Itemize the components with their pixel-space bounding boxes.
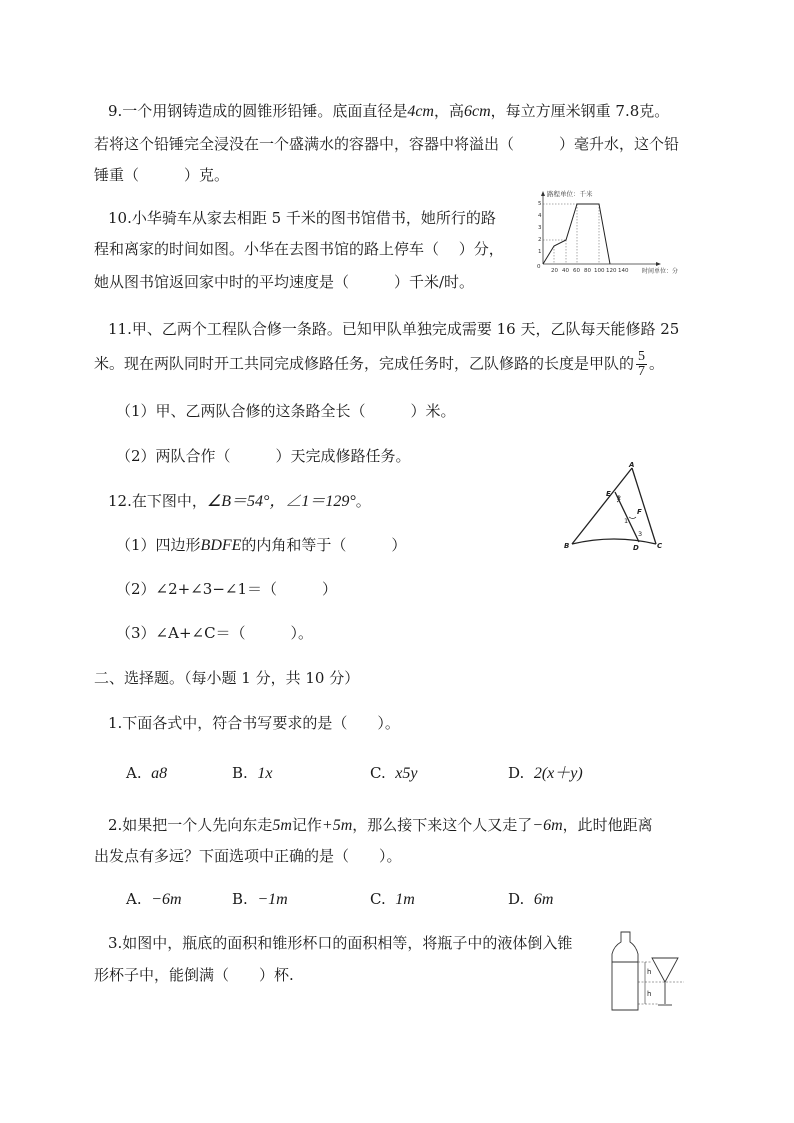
label-F: F bbox=[637, 508, 642, 516]
option-a-label: A. bbox=[126, 890, 142, 908]
bottle-outline bbox=[612, 932, 638, 1010]
y-tick-4: 4 bbox=[538, 213, 542, 219]
angle-3-label: 3 bbox=[638, 530, 643, 538]
q12-sub-3: （3）∠A+∠C＝（ ）。 bbox=[116, 624, 314, 642]
q9-diameter: 4cm bbox=[407, 103, 434, 120]
c2-option-b bbox=[232, 888, 288, 911]
option-d-label: D. bbox=[508, 890, 525, 908]
c1-stem: 1.下面各式中，符合书写要求的是（ ）。 bbox=[108, 714, 400, 732]
distance-time-graph bbox=[534, 184, 679, 276]
label-C: C bbox=[657, 542, 663, 550]
option-c-value: 1m bbox=[395, 891, 415, 908]
graph-x-title: 时间单位：分 bbox=[642, 268, 679, 275]
c1-option-c bbox=[370, 762, 417, 785]
q9-line-3: 锤重（ ）克。 bbox=[94, 166, 230, 184]
y-tick-3: 3 bbox=[538, 225, 542, 231]
option-a-value: −6m bbox=[151, 891, 182, 908]
y-tick-1: 1 bbox=[538, 249, 542, 255]
c2-option-c bbox=[370, 888, 415, 911]
x-tick-120: 120 bbox=[606, 268, 617, 274]
c1-option-d bbox=[508, 762, 583, 785]
q11-line-2 bbox=[94, 350, 664, 379]
option-a-label: A. bbox=[126, 764, 142, 782]
q12-line-1 bbox=[108, 490, 371, 513]
fraction-numerator: 5 bbox=[638, 349, 646, 364]
q12-given-angles: ∠B＝54°，∠1＝129° bbox=[206, 493, 356, 510]
c3-line-1: 3.如图中，瓶底的面积和锥形杯口的面积相等，将瓶子中的液体倒入锥 bbox=[108, 934, 573, 952]
q10-line-2: 程和离家的时间如图。小华在去图书馆的路上停车（ ）分， bbox=[94, 240, 504, 258]
angle-1-label: 1 bbox=[624, 517, 629, 525]
label-D: D bbox=[633, 544, 639, 552]
label-B: B bbox=[564, 542, 570, 550]
c2-text-a: 2.如果把一个人先向东走 bbox=[108, 816, 273, 834]
x-tick-80: 80 bbox=[584, 268, 591, 274]
option-b-value: −1m bbox=[257, 891, 288, 908]
graph-trip-line bbox=[543, 204, 610, 264]
option-b-value: 1x bbox=[257, 765, 273, 782]
q12-sub1-a: （1）四边形 bbox=[116, 536, 201, 554]
h-label-top: h bbox=[647, 968, 652, 976]
q12-quad-name: BDFE bbox=[200, 537, 242, 554]
bottle-cone-figure bbox=[604, 928, 696, 1014]
triangle-figure bbox=[560, 460, 670, 552]
c2-line-2: 出发点有多远？下面选项中正确的是（ ）。 bbox=[94, 847, 402, 865]
c2-text-e: ，那么接下来这个人又走了 bbox=[352, 816, 533, 834]
x-tick-40: 40 bbox=[562, 268, 569, 274]
c1-option-b bbox=[232, 762, 272, 785]
section-2-title: 二、选择题。（每小题 1 分，共 10 分） bbox=[94, 669, 360, 687]
c2-text-c: 记作 bbox=[291, 816, 322, 834]
q9-line-2: 若将这个铅锤完全浸没在一个盛满水的容器中，容器中将溢出（ ）毫升水，这个铅 bbox=[94, 135, 680, 153]
option-c-label: C. bbox=[370, 764, 386, 782]
y-tick-2: 2 bbox=[538, 237, 542, 243]
q12-sub-1 bbox=[116, 534, 406, 557]
option-d-value: 6m bbox=[533, 891, 554, 908]
option-a-value: a8 bbox=[151, 765, 168, 782]
angle-1-arc bbox=[629, 517, 636, 519]
option-b-label: B. bbox=[232, 890, 248, 908]
c2-val-minus6m: −6m bbox=[532, 817, 563, 834]
q9-line-1 bbox=[108, 100, 669, 123]
graph-origin: 0 bbox=[537, 264, 541, 270]
c1-option-a bbox=[126, 762, 167, 785]
graph-x-ticks bbox=[551, 268, 629, 274]
q12-text-a: 12.在下图中， bbox=[108, 492, 207, 510]
q9-height: 6cm bbox=[464, 103, 491, 120]
y-tick-5: 5 bbox=[538, 201, 542, 207]
graph-guides bbox=[543, 204, 599, 264]
option-c-value: x5y bbox=[395, 765, 418, 782]
q11-end: 。 bbox=[649, 354, 665, 373]
q10-line-1: 10.小华骑车从家去相距 5 千米的图书馆借书，她所行的路 bbox=[108, 209, 496, 227]
x-tick-20: 20 bbox=[551, 268, 558, 274]
q9-text-a: 9.一个用钢铸造成的圆锥形铅锤。底面直径是 bbox=[108, 102, 408, 120]
q11-fraction bbox=[636, 350, 647, 379]
option-c-label: C. bbox=[370, 890, 386, 908]
q12-sub1-c: 的内角和等于（ ） bbox=[241, 536, 407, 554]
option-b-label: B. bbox=[232, 764, 248, 782]
q9-text-c: ，每立方厘米钢重 7.8克。 bbox=[490, 102, 670, 120]
q10-line-3: 她从图书馆返回家中时的平均速度是（ ）千米/时。 bbox=[94, 273, 475, 291]
side-AB bbox=[572, 468, 632, 544]
graph-x-arrow bbox=[656, 262, 661, 266]
q12-sub-2: （2）∠2+∠3−∠1＝（ ） bbox=[116, 580, 338, 598]
q11-text: 米。现在两队同时开工共同完成修路任务，完成任务时，乙队修路的长度是甲队的 bbox=[94, 354, 635, 373]
q11-sub-2: （2）两队合作（ ）天完成修路任务。 bbox=[116, 447, 411, 465]
c2-option-d bbox=[508, 888, 553, 911]
label-E: E bbox=[606, 490, 611, 498]
q12-text-c: 。 bbox=[355, 492, 371, 510]
graph-y-title: 路程单位：千米 bbox=[547, 190, 593, 198]
c2-text-g: ，此时他距离 bbox=[562, 816, 653, 834]
side-AC bbox=[632, 468, 656, 544]
q11-line-1: 11.甲、乙两个工程队合修一条路。已知甲队单独完成需要 16 天，乙队每天能修路 25 bbox=[108, 320, 680, 338]
angle-2-label: 2 bbox=[617, 494, 622, 502]
option-d-label: D. bbox=[508, 764, 525, 782]
side-BC bbox=[572, 539, 656, 544]
c2-line-1 bbox=[108, 814, 653, 837]
c2-val-plus5m: +5m bbox=[321, 817, 353, 834]
x-tick-100: 100 bbox=[594, 268, 605, 274]
graph-y-ticks bbox=[538, 201, 542, 255]
x-tick-60: 60 bbox=[573, 268, 580, 274]
c2-val-5m: 5m bbox=[272, 817, 292, 834]
c3-line-2: 形杯子中，能倒满（ ）杯. bbox=[94, 966, 294, 984]
label-A: A bbox=[629, 461, 635, 469]
q9-text-b: ，高 bbox=[433, 102, 464, 120]
option-d-value: 2(x＋y) bbox=[533, 765, 583, 782]
c2-option-a bbox=[126, 888, 182, 911]
x-tick-140: 140 bbox=[618, 268, 629, 274]
h-label-bottom: h bbox=[647, 990, 652, 998]
q11-sub-1: （1）甲、乙两队合修的这条路全长（ ）米。 bbox=[116, 402, 456, 420]
fraction-denominator: 7 bbox=[638, 364, 646, 379]
graph-y-arrow bbox=[541, 191, 545, 196]
cone-glass bbox=[652, 958, 678, 982]
